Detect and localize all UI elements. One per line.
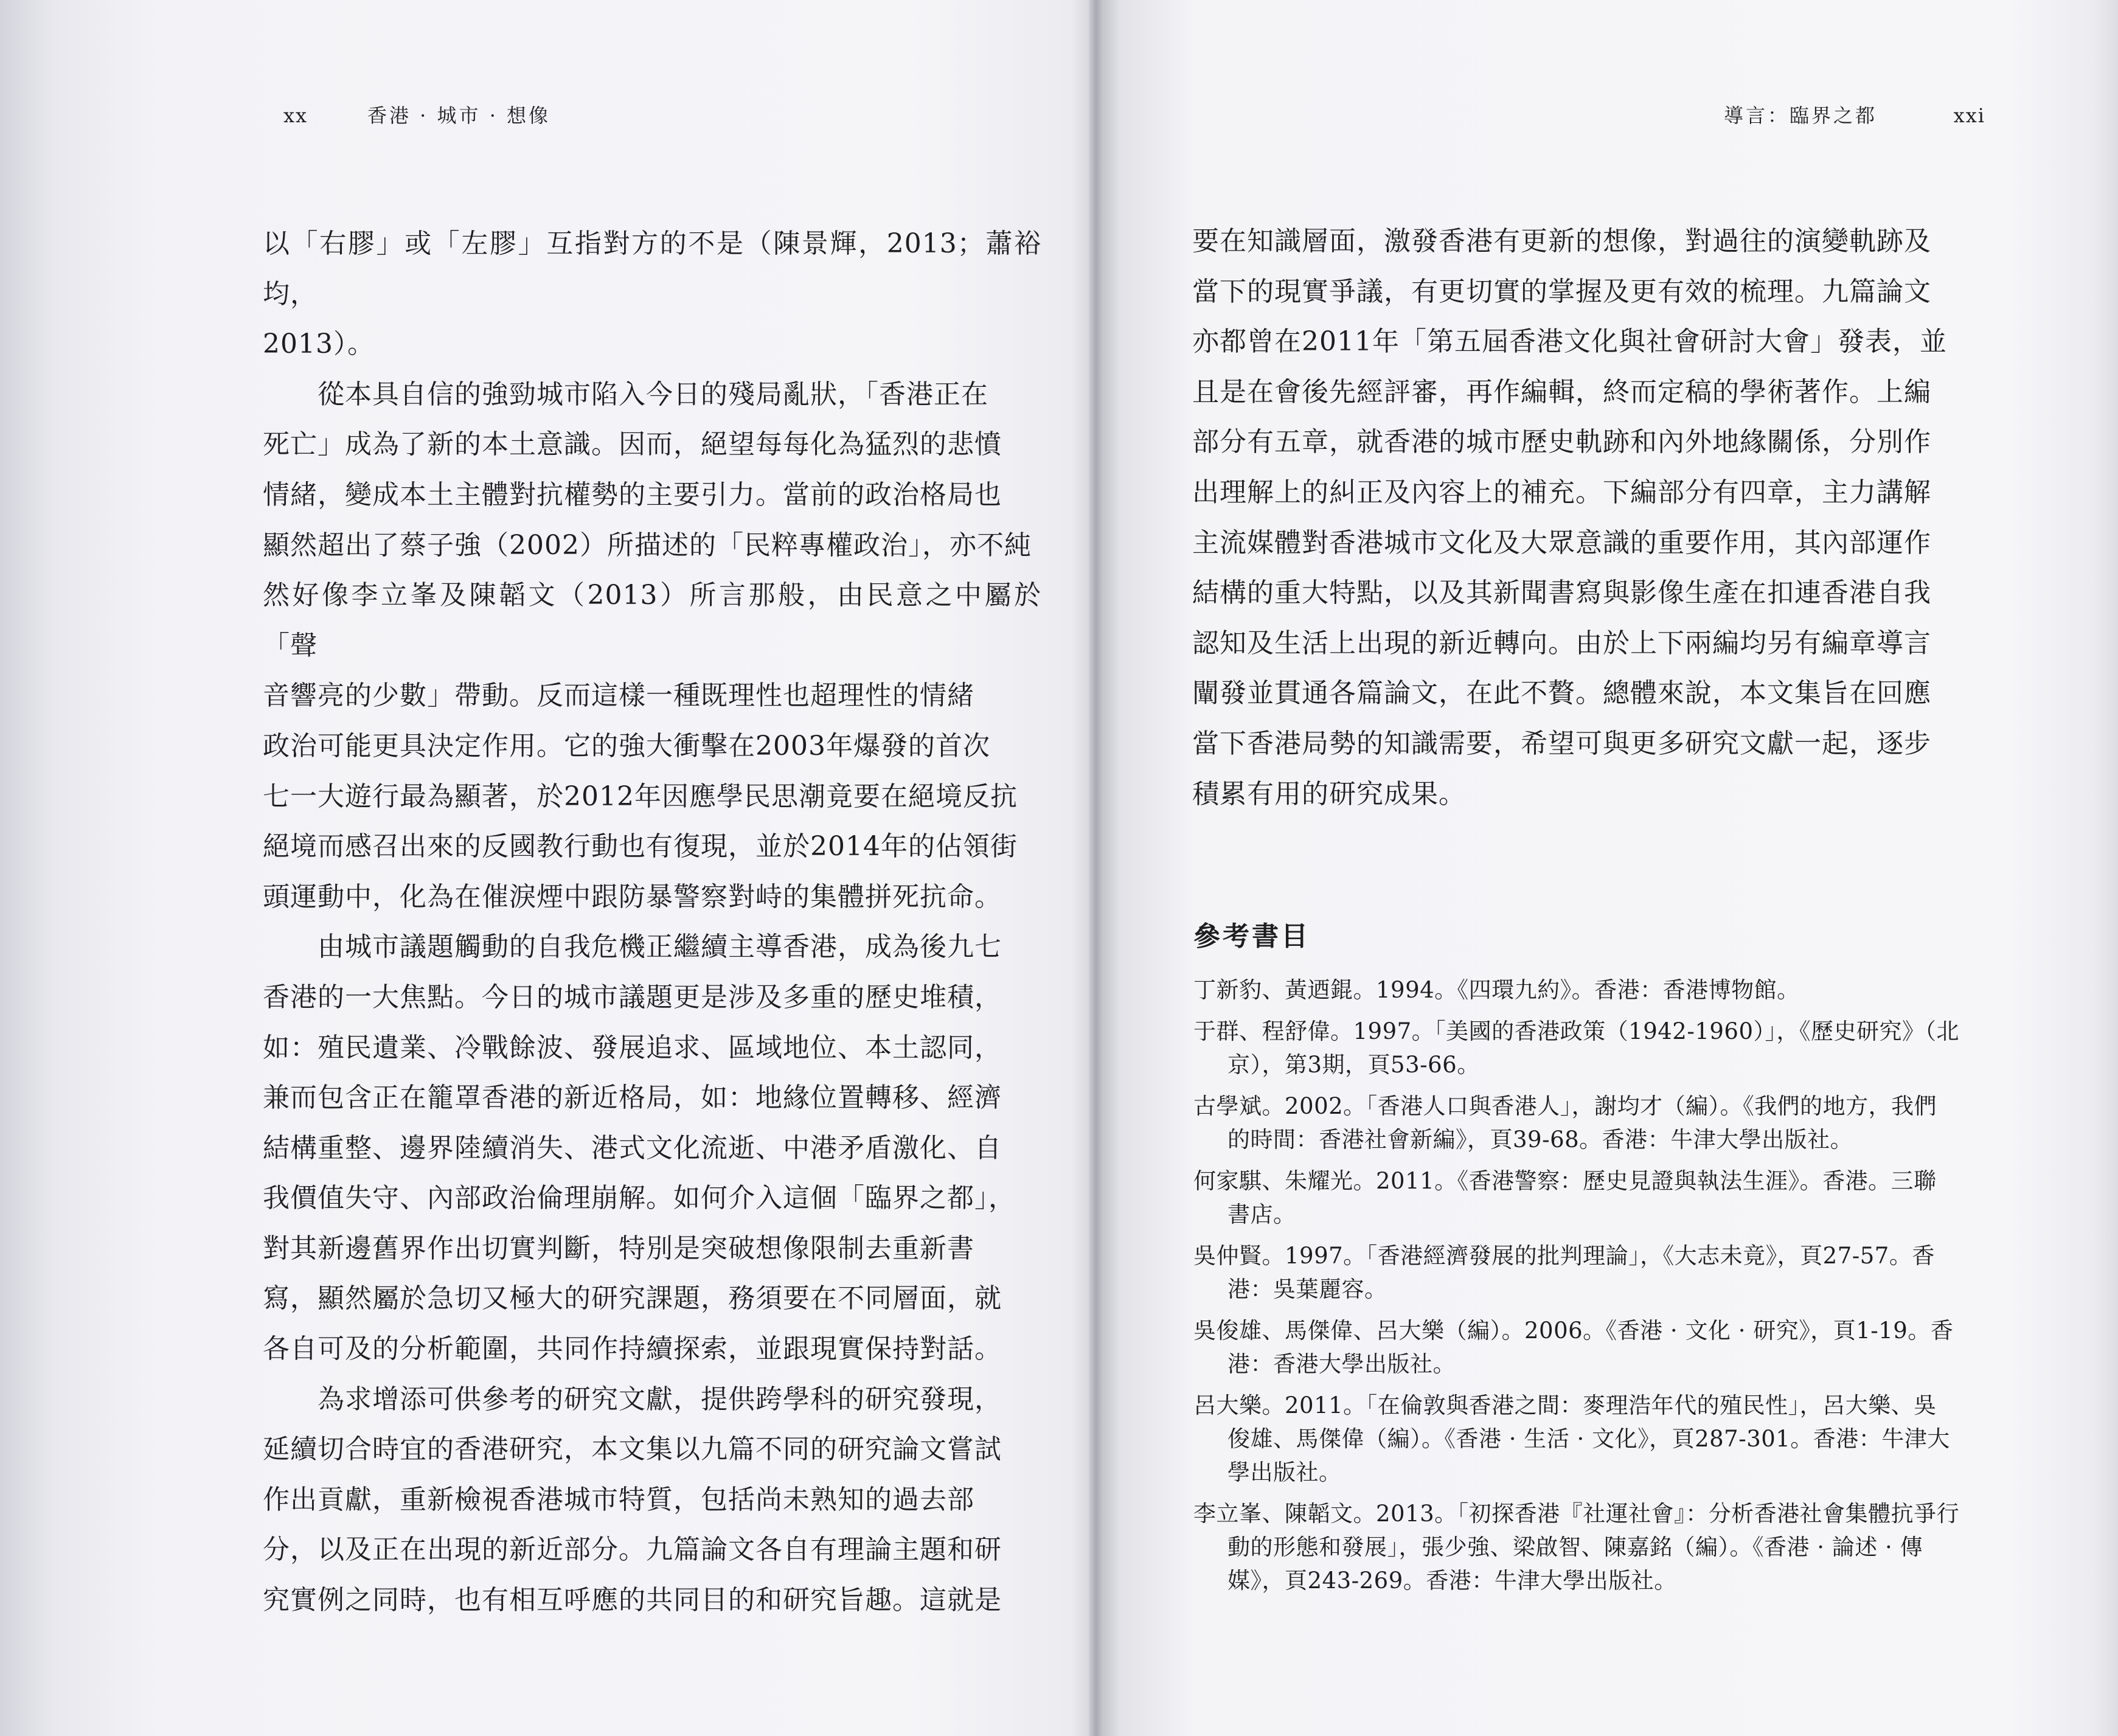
right-running-head: 導言：臨界之都 xyxy=(1723,104,1877,127)
reference-item: 于群、程舒偉。1997。「美國的香港政策（1942-1960）」，《歷史研究》（北 京），第3期，頁53-66。 xyxy=(1193,1018,1959,1078)
left-page-number: xx xyxy=(283,104,308,127)
reference-item: 吳仲賢。1997。「香港經濟發展的批判理論」，《大志未竟》，頁27-57。香 港：吳葉麗容。 xyxy=(1193,1243,1935,1302)
left-running-head: 香港 · 城市 · 想像 xyxy=(367,104,551,127)
book-gutter xyxy=(1089,0,1103,1736)
reference-item: 何家騏、朱耀光。2011。《香港警察：歷史見證與執法生涯》。香港。三聯 書店。 xyxy=(1193,1168,1937,1227)
reference-item: 李立峯、陳韜文。2013。「初探香港『社運社會』：分析香港社會集體抗爭行 動的形態和發展」，張少強、梁啟智、陳嘉銘（編）。《香港 · 論述 · 傳 媒》，頁243-269。香港：牛津大學出版社。 xyxy=(1193,1501,1960,1594)
references-heading: 參考書目 xyxy=(1193,921,1310,952)
references-list xyxy=(1193,973,1984,1605)
right-page-number: xxi xyxy=(1953,104,1985,127)
left-body-text: 以「右膠」或「左膠」互指對方的不是（陳景輝，2013；蕭裕均， 2013）。 從本具自信的強勁城市陷入今日的殘局亂狀，「香港正在 死亡」成為了新的本土意識。因而，絕望每每化為猛烈的悲憤 情緒，變成本土主體對抗權勢的主要引力。當前的政治格局也 顯然超出了蔡子強（2002）所描述的「民粹專權政治」，亦不純 然好像李立峯及陳韜文（2013）所言那般，由民意之中屬於「聲 音響亮的少數」帶動。反而這樣一種既理性也超理性的情緒 政治可能更具決定作用。它的強大衝擊在2003年爆發的首次 七一大遊行最為顯著，於2012年因應學民思潮竟要在絕境反抗 絕境而感召出來的反國教行動也有復現，並於2014年的佔領街 頭運動中，化為在催淚煙中跟防暴警察對峙的集體拼死抗命。 由城市議題觸動的自我危機正繼續主導香港，成為後九七 香港的一大焦點。今日的城市議題更是涉及多重的歷史堆積， 如：殖民遺業、冷戰餘波、發展追求、區域地位、本土認同， 兼而包含正在籠罩香港的新近格局，如：地緣位置轉移、經濟 結構重整、邊界陸續消失、港式文化流逝、中港矛盾激化、自 我價值失守、內部政治倫理崩解。如何介入這個「臨界之都」， 對其新邊舊界作出切實判斷，特別是突破想像限制去重新書 寫，顯然屬於急切又極大的研究課題，務須要在不同層面，就 各自可及的分析範圍，共同作持續探索，並跟現實保持對話。 為求增添可供參考的研究文獻，提供跨學科的研究發現， 延續切合時宜的香港研究，本文集以九篇不同的研究論文嘗試 作出貢獻，重新檢視香港城市特質，包括尚未熟知的過去部 分，以及正在出現的新近部分。九篇論文各自有理論主題和研 究實例之同時，也有相互呼應的共同目的和研究旨趣。這就是 xyxy=(263,228,1041,1616)
reference-item: 古學斌。2002。「香港人口與香港人」，謝均才（編）。《我們的地方，我們 的時間：香港社會新編》，頁39-68。香港：牛津大學出版社。 xyxy=(1193,1093,1937,1153)
right-body-text: 要在知識層面，激發香港有更新的想像，對過往的演變軌跡及 當下的現實爭議，有更切實的掌握及更有效的梳理。九篇論文 亦都曾在2011年「第五屆香港文化與社會研討大會」發表，並 且是在會後先經評審，再作編輯，終而定稿的學術著作。上編 部分有五章，就香港的城市歷史軌跡和內外地緣關係，分別作 出理解上的糾正及內容上的補充。下編部分有四章，主力講解 主流媒體對香港城市文化及大眾意識的重要作用，其內部運作 結構的重大特點，以及其新聞書寫與影像生產在扣連香港自我 認知及生活上出現的新近轉向。由於上下兩編均另有編章導言 闡發並貫通各篇論文，在此不贅。總體來說，本文集旨在回應 當下香港局勢的知識需要，希望可與更多研究文獻一起，逐步 積累有用的研究成果。 xyxy=(1192,226,1947,810)
reference-item: 丁新豹、黃迺錕。1994。《四環九約》。香港：香港博物館。 xyxy=(1193,977,1800,1003)
reference-item: 吳俊雄、馬傑偉、呂大樂（編）。2006。《香港 · 文化 · 研究》，頁1-19。香 港：香港大學出版社。 xyxy=(1193,1318,1954,1377)
reference-item: 呂大樂。2011。「在倫敦與香港之間：麥理浩年代的殖民性」，呂大樂、吳 俊雄、馬傑偉（編）。《香港 · 生活 · 文化》，頁287-301。香港：牛津大 學出版社。 xyxy=(1193,1392,1950,1485)
